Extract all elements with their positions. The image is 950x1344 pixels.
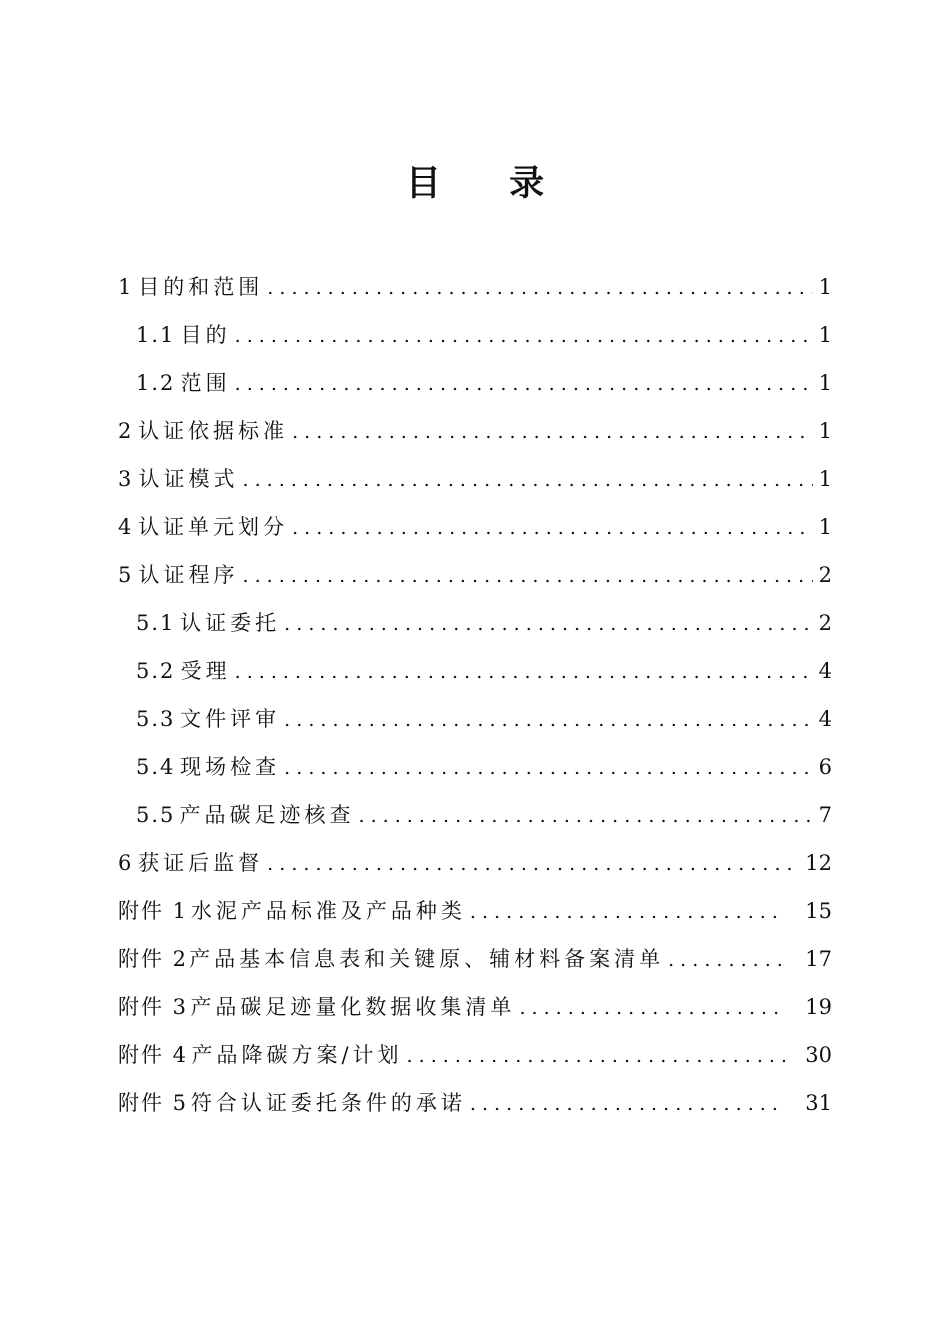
toc-entry-number: 5.5 [136, 803, 176, 827]
toc-entry-page-number: 1 [818, 515, 832, 539]
toc-dot-leader [519, 984, 785, 1032]
toc-dot-leader [358, 792, 812, 840]
toc-entry[interactable] [118, 359, 832, 407]
toc-dot-leader [284, 744, 812, 792]
toc-entry-number: 附件 5 [118, 1091, 189, 1115]
toc-entry[interactable] [118, 839, 832, 887]
toc-entry[interactable] [118, 599, 832, 647]
toc-dot-leader [243, 552, 813, 600]
toc-entry-number: 3 [118, 467, 134, 491]
toc-entry-title: 范围 [180, 371, 231, 395]
toc-entry[interactable] [118, 503, 832, 551]
toc-entry-number: 1.2 [136, 371, 176, 395]
toc-entry-title: 水泥产品标准及产品种类 [190, 899, 466, 923]
toc-entry-page-number: 7 [818, 803, 832, 827]
toc-dot-leader [668, 936, 785, 984]
toc-entry-number: 5 [118, 563, 134, 587]
toc-entry-page-number: 1 [818, 323, 832, 347]
toc-entry-title: 认证模式 [138, 467, 239, 491]
toc-entry-number: 5.4 [136, 755, 176, 779]
toc-entry-number: 附件 1 [118, 899, 189, 923]
toc-entry-title: 文件评审 [180, 707, 281, 731]
toc-entry[interactable] [118, 311, 832, 359]
toc-dot-leader [284, 696, 812, 744]
toc-entry-page-number: 1 [818, 467, 832, 491]
toc-dot-leader [407, 1032, 786, 1080]
toc-entry-title: 符合认证委托条件的承诺 [190, 1091, 466, 1115]
toc-entry-number: 5.2 [136, 659, 176, 683]
toc-entry[interactable] [118, 407, 832, 455]
toc-entry-title: 产品碳足迹量化数据收集清单 [190, 995, 516, 1019]
toc-entry-page-number: 6 [818, 755, 832, 779]
toc-dot-leader [292, 504, 813, 552]
toc-entry-number: 6 [118, 851, 134, 875]
toc-dot-leader [267, 840, 799, 888]
toc-entry-title: 获证后监督 [138, 851, 264, 875]
toc-entry[interactable] [118, 983, 832, 1031]
toc-entry-title: 产品碳足迹核查 [179, 803, 355, 827]
toc-entry-title: 认证依据标准 [138, 419, 289, 443]
toc-entry[interactable] [118, 695, 832, 743]
toc-entry-page-number: 4 [818, 659, 832, 683]
toc-entry[interactable] [118, 551, 832, 599]
toc-entry-number: 5.1 [136, 611, 176, 635]
toc-entry-page-number: 30 [805, 1043, 832, 1067]
toc-entry-title: 现场检查 [180, 755, 281, 779]
toc-entry-title: 认证单元划分 [138, 515, 289, 539]
toc-entry-number: 4 [118, 515, 134, 539]
toc-entry-title: 目的 [180, 323, 231, 347]
toc-entry[interactable] [118, 1031, 832, 1079]
page-title: 目 录 [405, 163, 573, 204]
toc-entry-page-number: 31 [805, 1091, 832, 1115]
toc-entry[interactable] [118, 791, 832, 839]
toc-entry-page-number: 19 [805, 995, 832, 1019]
toc-dot-leader [470, 1080, 785, 1128]
toc-entry[interactable] [118, 263, 832, 311]
toc-entry-page-number: 17 [805, 947, 832, 971]
toc-entry[interactable] [118, 935, 832, 983]
toc-entry-page-number: 2 [818, 611, 832, 635]
toc-entry-page-number: 1 [818, 371, 832, 395]
toc-entry-title: 产品降碳方案/计划 [191, 1043, 403, 1067]
toc-dot-leader [235, 312, 813, 360]
toc-dot-leader [267, 264, 812, 312]
toc-dot-leader [284, 600, 812, 648]
toc-entry-number: 附件 2 [118, 947, 189, 971]
toc-dot-leader [470, 888, 785, 936]
toc-entry-page-number: 12 [805, 851, 832, 875]
toc-entry-page-number: 4 [818, 707, 832, 731]
toc-entry-number: 1.1 [136, 323, 176, 347]
toc-entry-number: 1 [118, 275, 134, 299]
toc-dot-leader [292, 408, 813, 456]
toc-entry[interactable] [118, 647, 832, 695]
toc-entry[interactable] [118, 455, 832, 503]
toc-dot-leader [243, 456, 813, 504]
toc-entry-page-number: 15 [805, 899, 832, 923]
toc-entry-page-number: 1 [818, 275, 832, 299]
toc-entry-number: 5.3 [136, 707, 176, 731]
toc-entry-page-number: 1 [818, 419, 832, 443]
toc-entry-title: 受理 [180, 659, 231, 683]
toc-entry-page-number: 2 [818, 563, 832, 587]
toc-dot-leader [235, 648, 813, 696]
toc-entry[interactable] [118, 1079, 832, 1127]
toc-entry-title: 认证委托 [180, 611, 281, 635]
toc-entry-title: 认证程序 [138, 563, 239, 587]
toc-entry-number: 附件 4 [118, 1043, 189, 1067]
toc-entry-title: 目的和范围 [138, 275, 264, 299]
table-of-contents [118, 263, 832, 1127]
toc-entry-number: 附件 3 [118, 995, 189, 1019]
toc-entry-number: 2 [118, 419, 134, 443]
toc-dot-leader [235, 360, 813, 408]
toc-entry[interactable] [118, 743, 832, 791]
toc-entry[interactable] [118, 887, 832, 935]
toc-entry-title: 产品基本信息表和关键原、辅材料备案清单 [189, 947, 665, 971]
